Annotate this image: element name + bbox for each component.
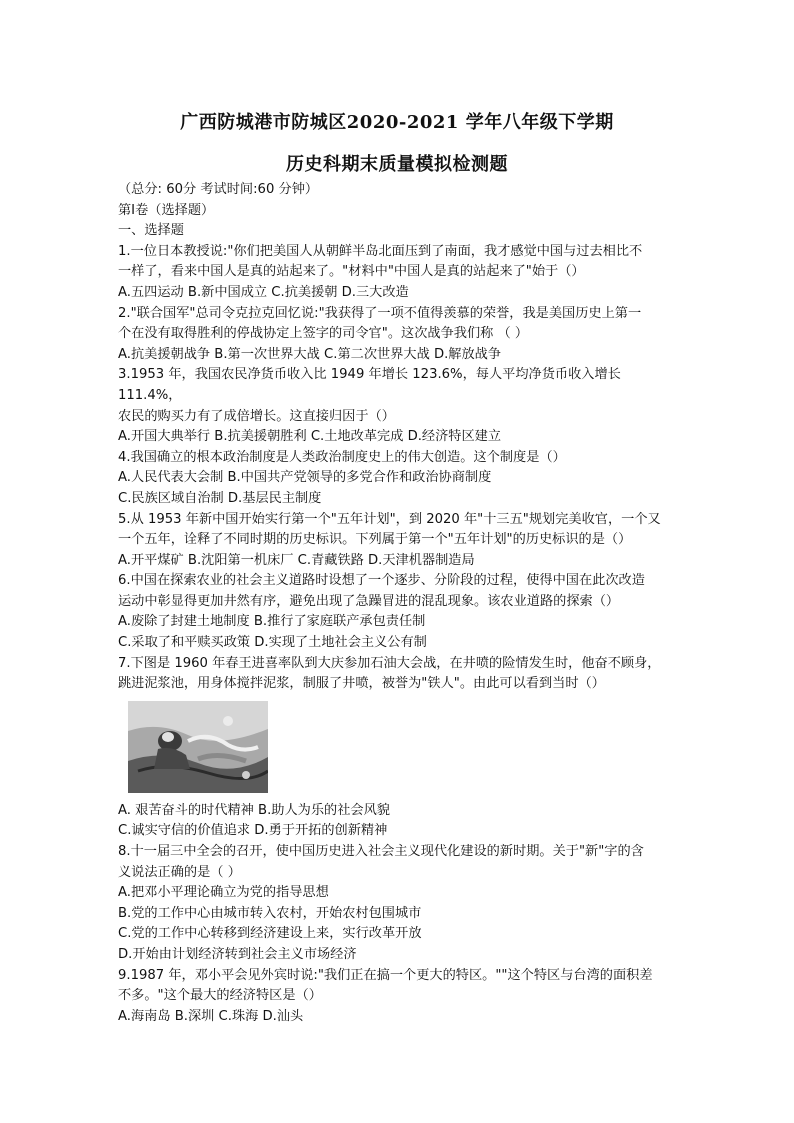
text-line: 5.从 1953 年新中国开始实行第一个"五年计划"，到 2020 年"十三五"规划完美收官，一个又 xyxy=(118,511,661,527)
text-line: A.废除了封建土地制度 B.推行了家庭联产承包责任制 xyxy=(118,614,426,630)
text-line: 运动中彰显得更加井然有序，避免出现了急躁冒进的混乱现象。该农业道路的探索（） xyxy=(118,593,620,609)
text-line: 不多。"这个最大的经济特区是（） xyxy=(118,988,322,1004)
exam-title: 广西防城港市防城区2020-2021 学年八年级下学期 xyxy=(180,112,614,133)
text-line: 4.我国确立的根本政治制度是人类政治制度史上的伟大创造。这个制度是（） xyxy=(118,449,566,465)
text-line: 一样了，看来中国人是真的站起来了。"材料中"中国人是真的站起来了"始于（） xyxy=(118,264,585,280)
text-line: A.把邓小平理论确立为党的指导思想 xyxy=(118,885,329,901)
text-line: 3.1953 年，我国农民净货币收入比 1949 年增长 123.6%，每人平均净货币收入增长 111.4%， xyxy=(118,367,621,403)
text-line: 1.一位日本教授说:"你们把美国人从朝鲜半岛北面压到了南面，我才感觉中国与过去相比不 xyxy=(118,243,643,259)
text-line: 8.十一届三中全会的召开，使中国历史进入社会主义现代化建设的新时期。关于"新"字的含 xyxy=(118,844,644,860)
question-block xyxy=(118,180,678,695)
text-line: A.抗美援朝战争 B.第一次世界大战 C.第二次世界大战 D.解放战争 xyxy=(118,346,502,362)
oil-field-photo xyxy=(128,701,268,793)
text-line: 一个五年，诠释了不同时期的历史标识。下列属于第一个"五年计划"的历史标识的是（） xyxy=(118,532,632,548)
text-line: 6.中国在探索农业的社会主义道路时设想了一个逐步、分阶段的过程，使得中国在此次改造 xyxy=(118,573,645,589)
text-line: A. 艰苦奋斗的时代精神 B.助人为乐的社会风貌 xyxy=(118,802,390,818)
text-line: A.海南岛 B.深圳 C.珠海 D.汕头 xyxy=(118,1008,304,1024)
question-block-continued xyxy=(118,801,678,1028)
text-line: （总分: 60分 考试时间:60 分钟） xyxy=(118,182,319,197)
text-line: A.开平煤矿 B.沈阳第一机床厂 C.青藏铁路 D.天津机器制造局 xyxy=(118,552,475,568)
text-line: 2."联合国军"总司令克拉克回忆说:"我获得了一项不值得羡慕的荣誉，我是美国历史上第一 xyxy=(118,305,642,321)
text-line: 农民的购买力有了成倍增长。这直接归因于（） xyxy=(118,408,395,424)
text-line: 第Ⅰ卷（选择题） xyxy=(118,202,215,218)
text-line: 义说法正确的是（ ） xyxy=(118,864,241,880)
text-line: C.党的工作中心转移到经济建设上来，实行改革开放 xyxy=(118,926,422,942)
text-line: 个在没有取得胜利的停战协定上签字的司令官"。这次战争我们称 （ ） xyxy=(118,326,529,342)
exam-body xyxy=(118,180,678,1027)
text-line: C.采取了和平赎买政策 D.实现了土地社会主义公有制 xyxy=(118,635,427,651)
text-line: C.诚实守信的价值追求 D.勇于开拓的创新精神 xyxy=(118,823,388,839)
text-line: C.民族区域自治制 D.基层民主制度 xyxy=(118,490,322,506)
text-line: B.党的工作中心由城市转入农村，开始农村包围城市 xyxy=(118,905,422,921)
exam-subtitle: 历史科期末质量模拟检测题 xyxy=(286,154,508,175)
text-line: 跳进泥浆池，用身体搅拌泥浆，制服了井喷，被誉为"铁人"。由此可以看到当时（） xyxy=(118,676,605,692)
text-line: A.五四运动 B.新中国成立 C.抗美援朝 D.三大改造 xyxy=(118,284,409,300)
text-line: 7.下图是 1960 年春王进喜率队到大庆参加石油大会战，在井喷的险情发生时，他奋不顾身， xyxy=(118,655,661,671)
text-line: A.人民代表大会制 B.中国共产党领导的多党合作和政治协商制度 xyxy=(118,470,492,486)
text-line: A.开国大典举行 B.抗美援朝胜利 C.土地改革完成 D.经济特区建立 xyxy=(118,429,502,445)
text-line: 一、选择题 xyxy=(118,223,184,239)
text-line: 9.1987 年，邓小平会见外宾时说:"我们正在搞一个更大的特区。""这个特区与台湾的面积差 xyxy=(118,967,653,983)
text-line: D.开始由计划经济转到社会主义市场经济 xyxy=(118,947,357,962)
